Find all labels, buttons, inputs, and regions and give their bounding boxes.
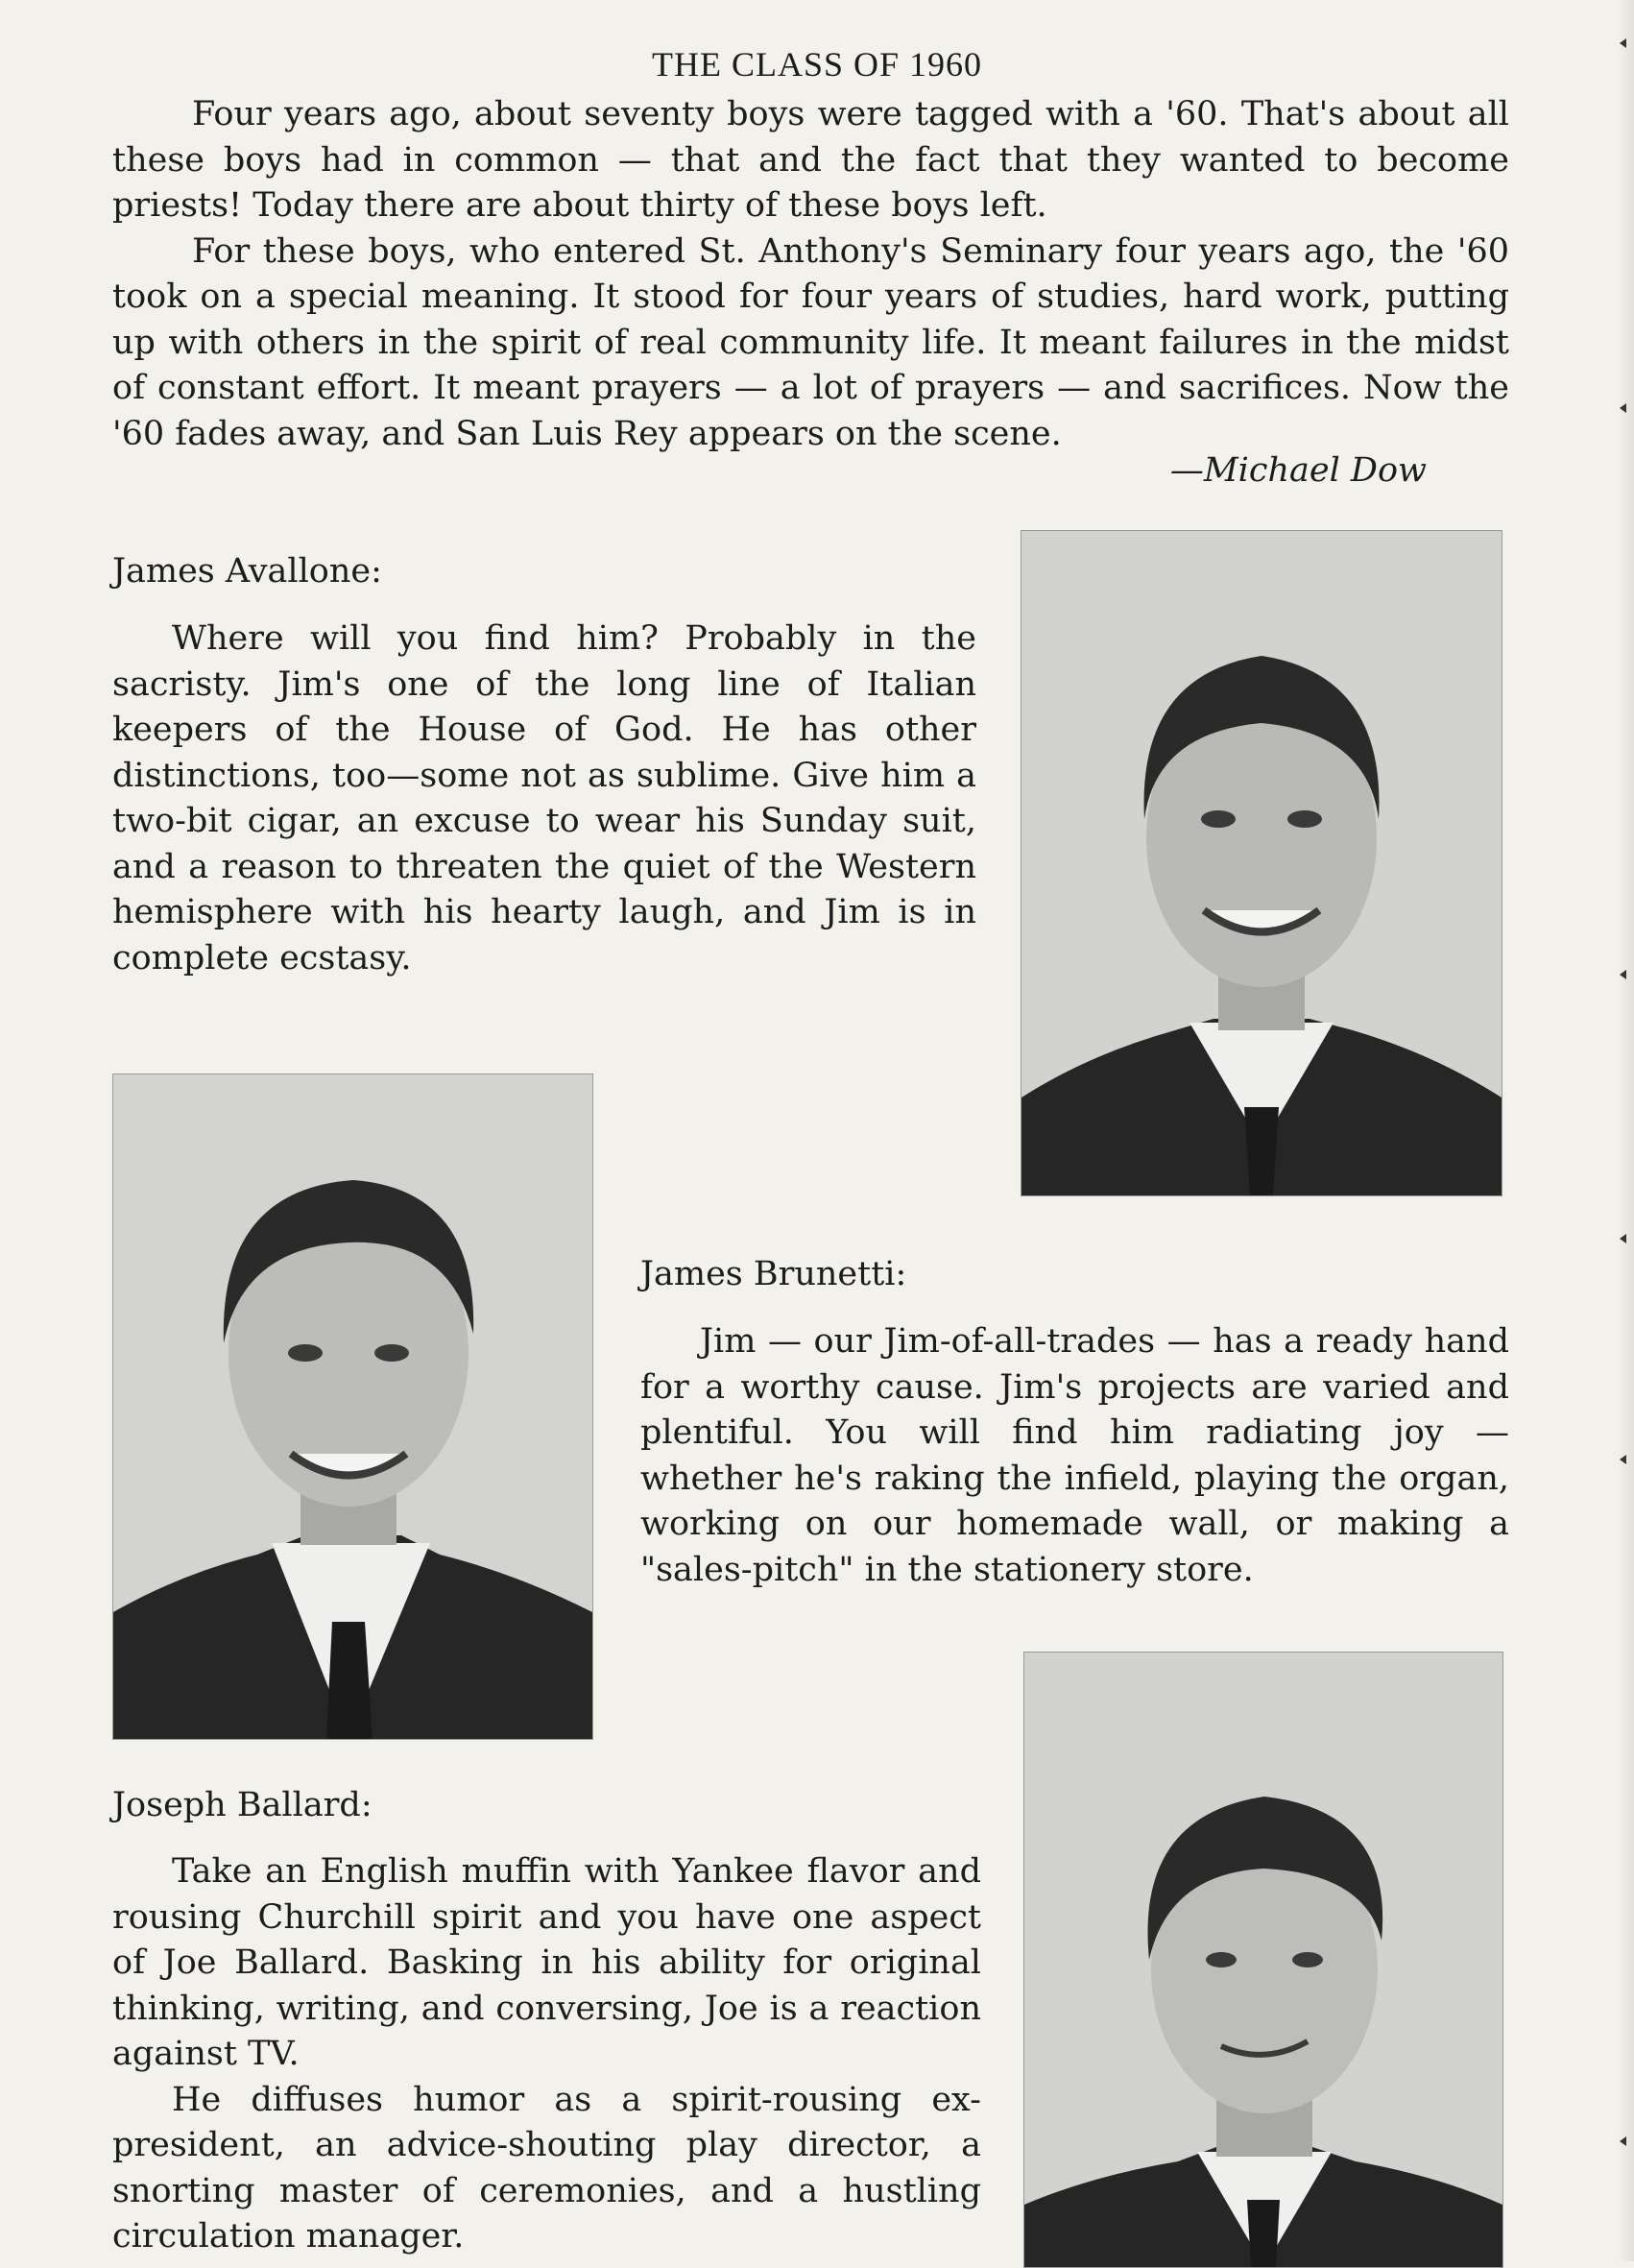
student-name: James Avallone: (112, 552, 382, 591)
student-name: Joseph Ballard: (112, 1786, 372, 1824)
bio-paragraph: Take an English muffin with Yankee flavor and rousing Churchill spirit and you have one aspect of Joe Ballard. Basking in his ability for original thinking, writing, and conversing, Joe is a reaction against TV. (112, 1852, 981, 2073)
bio-paragraph: He diffuses humor as a spirit-rousing ex-president, an advice-shouting play director, a snorting master of ceremonies, and a hustling circulation manager. (112, 2080, 981, 2256)
binding-mark (1620, 970, 1626, 979)
page-title: THE CLASS OF 1960 (651, 45, 983, 84)
author-signature: —Michael Dow (1169, 451, 1427, 490)
page-edge (1617, 0, 1634, 2261)
intro-text (112, 92, 1509, 457)
student-portrait-photo (112, 1074, 593, 1740)
student-bio (112, 616, 976, 981)
binding-mark (1620, 403, 1626, 413)
student-bio (112, 1849, 981, 2260)
intro-paragraph: Four years ago, about seventy boys were tagged with a '60. That's about all these boys had in common — that and the fact that they wanted to become priests! Today there are about thirty of these boys left. (112, 95, 1509, 225)
binding-mark (1620, 2136, 1626, 2146)
student-bio (640, 1319, 1509, 1593)
student-portrait-photo (1021, 530, 1502, 1196)
student-portrait-photo (1023, 1652, 1503, 2268)
bio-paragraph: Jim — our Jim-of-all-trades — has a ready hand for a worthy cause. Jim's projects are varied and plentiful. You will find him radiating joy — whether he's raking the infield, playing the organ, working on our homemade wall, or making a "sales-pitch" in the stationery store. (640, 1322, 1509, 1589)
intro-paragraph: For these boys, who entered St. Anthony's Seminary four years ago, the '60 took on a special meaning. It stood for four years of studies, hard work, putting up with others in the spirit of real community life. It meant failures in the midst of constant effort. It meant prayers — a lot of prayers — and sacrifices. Now the '60 fades away, and San Luis Rey appears on the scene. (112, 231, 1509, 453)
binding-mark (1620, 1455, 1626, 1464)
binding-mark (1620, 1234, 1626, 1243)
bio-paragraph: Where will you find him? Probably in the sacristy. Jim's one of the long line of Italian keepers of the House of God. He has other distinctions, too—some not as sublime. Give him a two-bit cigar, an excuse to wear his Sunday suit, and a reason to threaten the quiet of the Western hemisphere with his hearty laugh, and Jim is in complete ecstasy. (112, 619, 976, 977)
student-name: James Brunetti: (640, 1255, 907, 1293)
